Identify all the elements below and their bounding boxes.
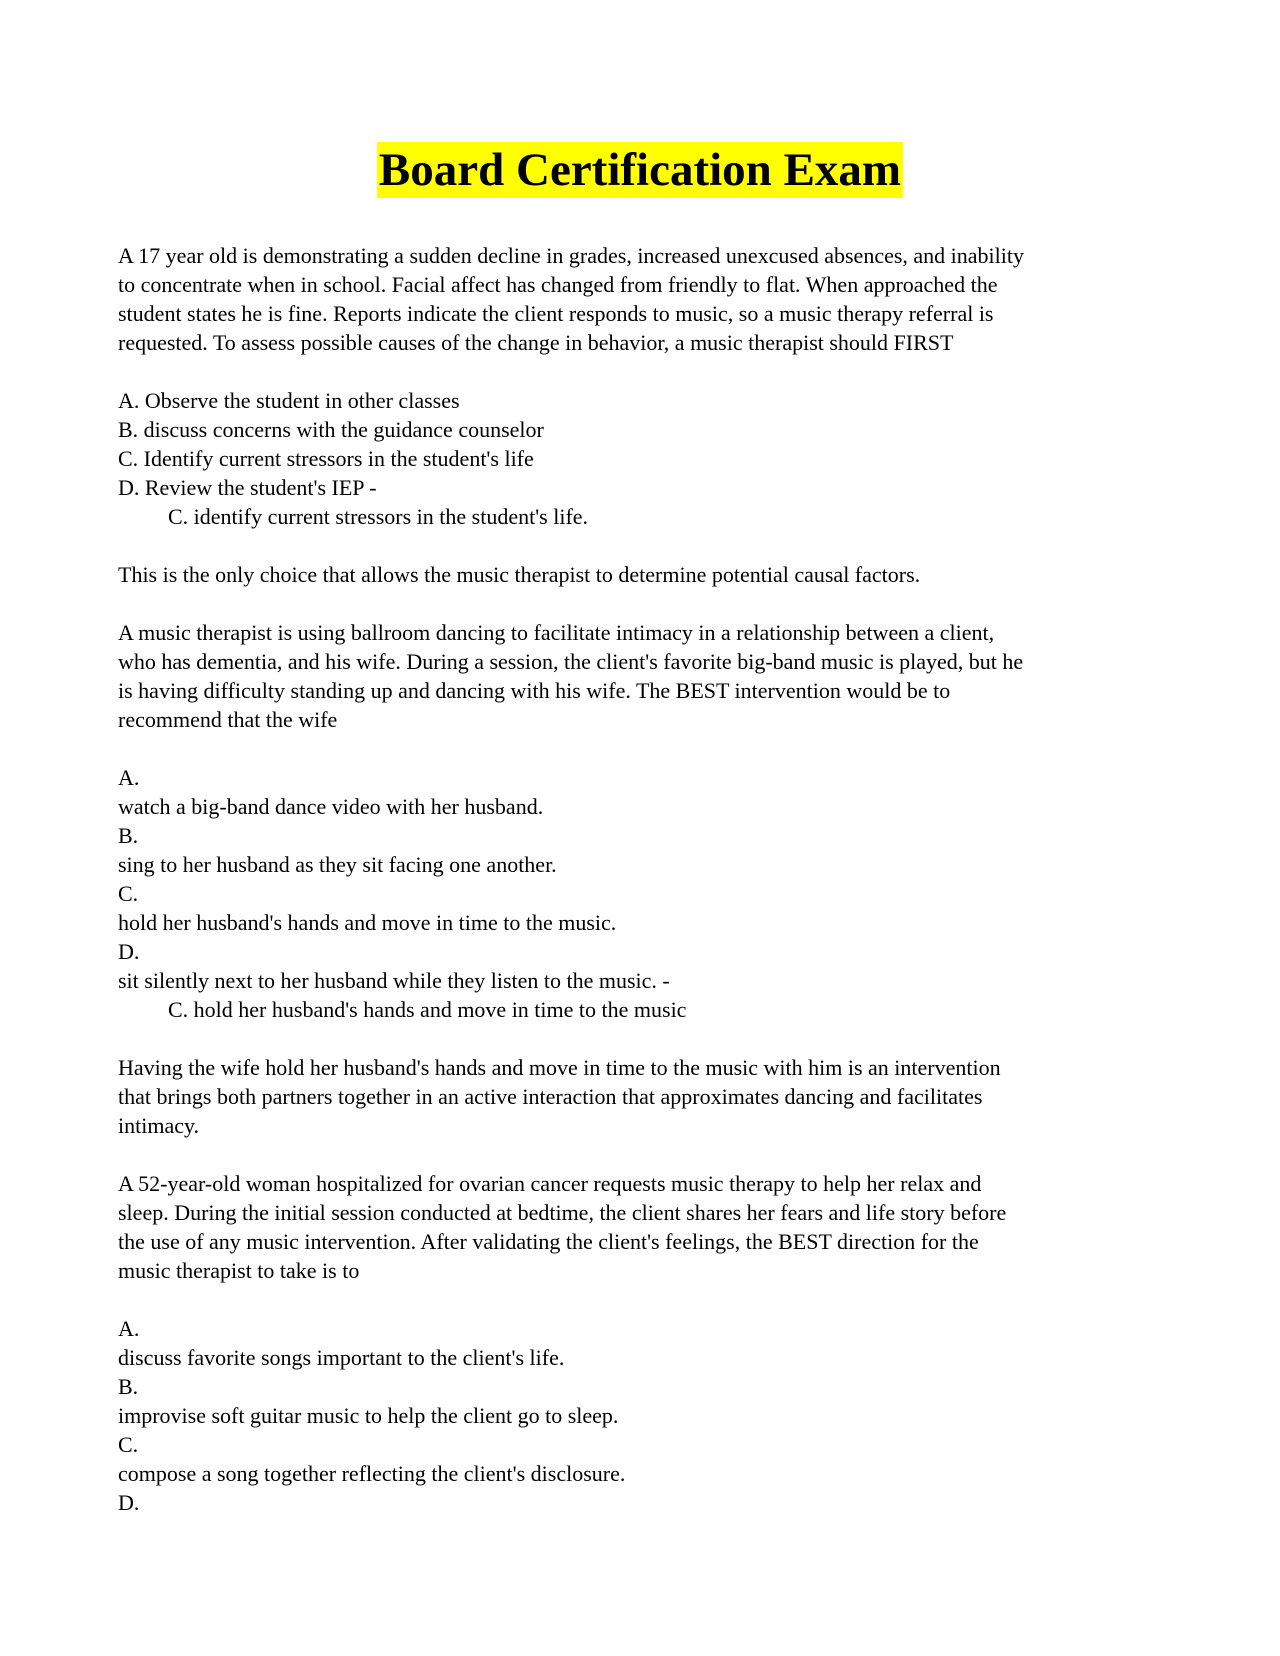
answer-option-text: sit silently next to her husband while they listen to the music. - xyxy=(118,968,670,993)
answer-option: B. discuss concerns with the guidance counselor xyxy=(118,417,544,442)
spacer xyxy=(118,734,1163,763)
rationale-line: Having the wife hold her husband's hands and move in time to the music with him is an intervention xyxy=(118,1055,1001,1080)
question-3-options xyxy=(118,1314,1163,1517)
spacer xyxy=(118,1285,1163,1314)
answer-option-text: watch a big-band dance video with her husband. xyxy=(118,794,544,819)
answer-option-letter: B. xyxy=(118,1374,139,1399)
question-line: to concentrate when in school. Facial affect has changed from friendly to flat. When approached the xyxy=(118,272,998,297)
answer-option-letter: A. xyxy=(118,765,140,790)
question-line: requested. To assess possible causes of the change in behavior, a music therapist should FIRST xyxy=(118,330,954,355)
answer-option-text: sing to her husband as they sit facing one another. xyxy=(118,852,557,877)
answer-option-letter: D. xyxy=(118,939,140,964)
question-1-answer: C. identify current stressors in the student's life. xyxy=(168,504,589,529)
question-line: A music therapist is using ballroom dancing to facilitate intimacy in a relationship between a client, xyxy=(118,620,995,645)
rationale-line: that brings both partners together in an active interaction that approximates dancing and facilitates xyxy=(118,1084,983,1109)
answer-option-text: improvise soft guitar music to help the client go to sleep. xyxy=(118,1403,619,1428)
question-line: sleep. During the initial session conducted at bedtime, the client shares her fears and life story before xyxy=(118,1200,1007,1225)
answer-option-letter: C. xyxy=(118,881,139,906)
question-2-options xyxy=(118,763,1163,995)
rationale-line: intimacy. xyxy=(118,1113,200,1138)
question-line: A 52-year-old woman hospitalized for ovarian cancer requests music therapy to help her relax and xyxy=(118,1171,982,1196)
answer-option-letter: B. xyxy=(118,823,139,848)
question-line: who has dementia, and his wife. During a session, the client's favorite big-band music is played, but he xyxy=(118,649,1024,674)
spacer xyxy=(118,1024,1163,1053)
answer-option-text: discuss favorite songs important to the client's life. xyxy=(118,1345,565,1370)
answer-option-text: hold her husband's hands and move in time to the music. xyxy=(118,910,617,935)
question-line: the use of any music intervention. After validating the client's feelings, the BEST direction for the xyxy=(118,1229,979,1254)
spacer xyxy=(118,589,1163,618)
spacer xyxy=(118,1140,1163,1169)
question-line: music therapist to take is to xyxy=(118,1258,360,1283)
document-body xyxy=(118,241,1163,1517)
question-1-options xyxy=(118,386,1163,502)
question-line: recommend that the wife xyxy=(118,707,338,732)
answer-option-letter: C. xyxy=(118,1432,139,1457)
question-line: is having difficulty standing up and dancing with his wife. The BEST intervention would be to xyxy=(118,678,951,703)
question-line: student states he is fine. Reports indicate the client responds to music, so a music therapy referral is xyxy=(118,301,994,326)
spacer xyxy=(118,357,1163,386)
answer-option: D. Review the student's IEP - xyxy=(118,475,377,500)
spacer xyxy=(118,531,1163,560)
answer-option: C. Identify current stressors in the student's life xyxy=(118,446,534,471)
answer-option-letter: D. xyxy=(118,1490,140,1515)
answer-option-text: compose a song together reflecting the client's disclosure. xyxy=(118,1461,626,1486)
question-2-stem xyxy=(118,618,1163,734)
answer-option: A. Observe the student in other classes xyxy=(118,388,460,413)
document-title: Board Certification Exam xyxy=(378,144,902,196)
question-3-stem xyxy=(118,1169,1163,1285)
title-container xyxy=(0,142,1280,198)
question-2-rationale xyxy=(118,1053,1163,1140)
question-2-answer: C. hold her husband's hands and move in time to the music xyxy=(168,997,687,1022)
question-1-rationale: This is the only choice that allows the music therapist to determine potential causal factors. xyxy=(118,562,921,587)
question-1-stem xyxy=(118,241,1163,357)
question-line: A 17 year old is demonstrating a sudden decline in grades, increased unexcused absences, and inability xyxy=(118,243,1025,268)
answer-option-letter: A. xyxy=(118,1316,140,1341)
